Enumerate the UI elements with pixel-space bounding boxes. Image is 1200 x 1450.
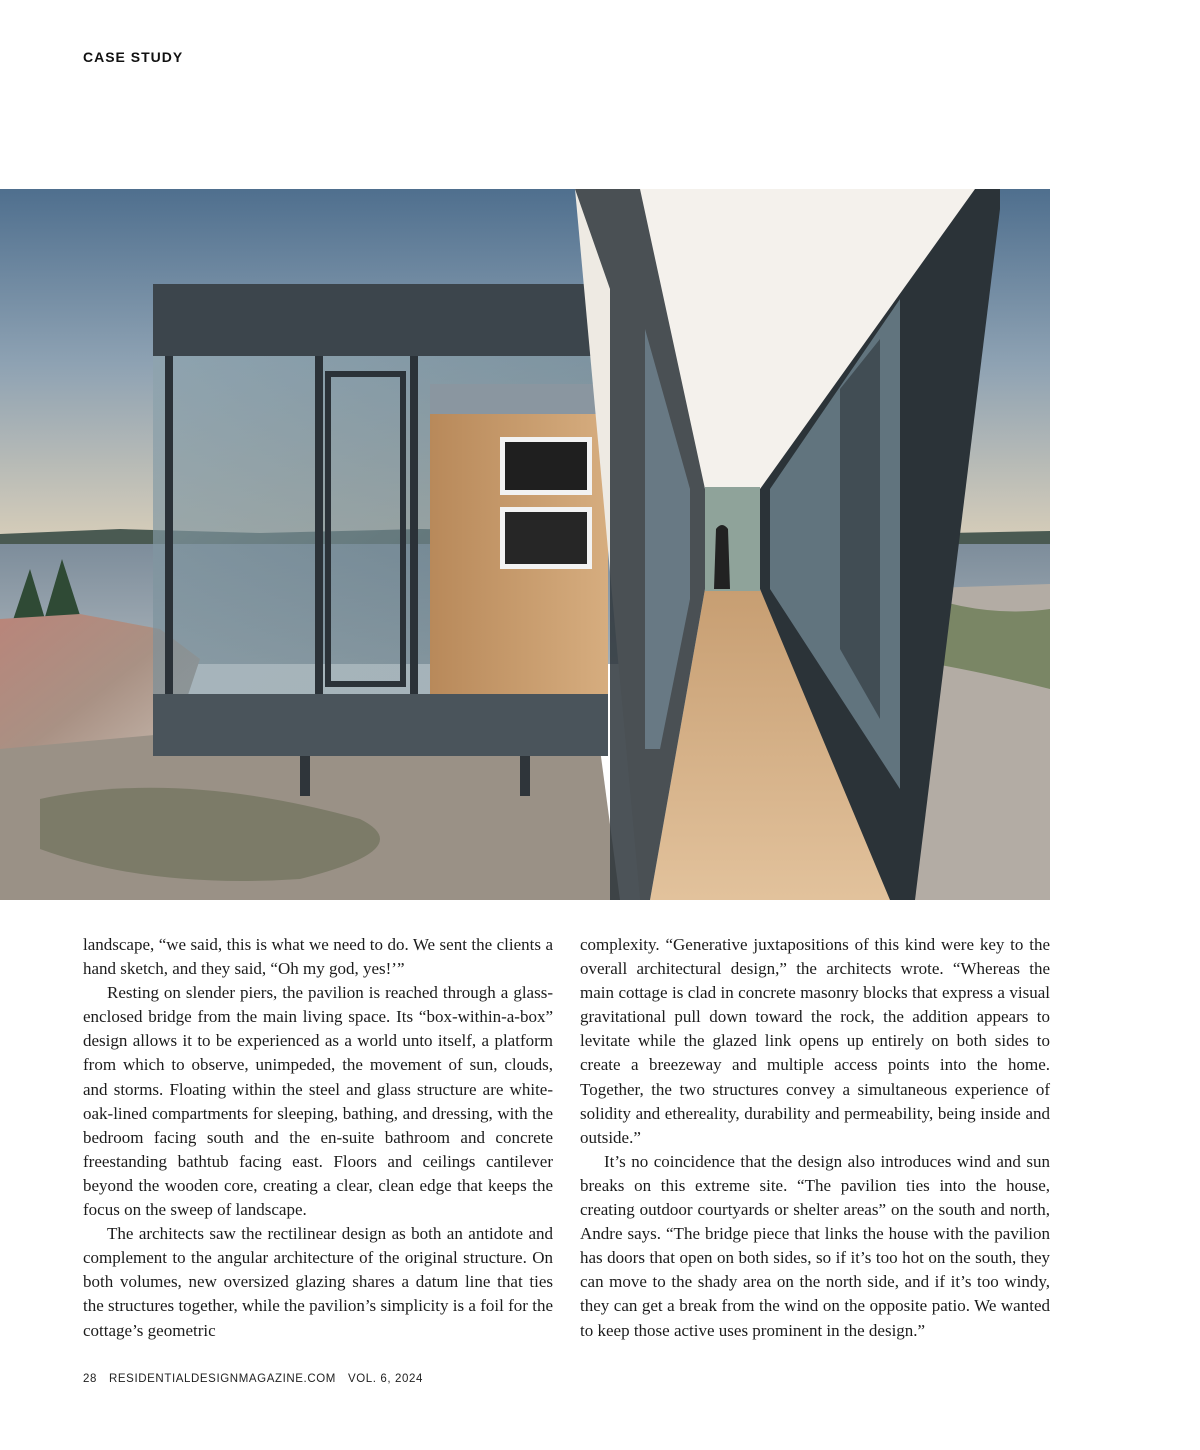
issue-label: VOL. 6, 2024 [347,1373,423,1385]
corridor-end-view [705,487,760,591]
pavilion-roof-fascia [153,284,608,356]
page-footer [83,1373,423,1385]
article-paragraph: It’s no coincidence that the design also introduces wind and sun breaks on this extreme site. “The pavilion ties into the house, creating outdoor courtyards or shelter areas” on the south and north, Andre says. “The bridge piece that links the house with the pavilion has doors that open on both sides, so if it’s too hot on the south, they can move to the shady area on the north side, and if it’s too windy, they can get a break from the wind on the opposite patio. We wanted to keep those active uses prominent in the design.” [580,1151,1050,1340]
article-paragraph: landscape, “we said, this is what we need to do. We sent the clients a hand sketch, and they said, “Oh my god, yes!’” [83,935,553,979]
article-column-right [580,933,1050,1343]
pavilion-base-fascia [153,694,608,756]
mullion [165,356,173,701]
mullion [410,356,418,701]
article-paragraph: complexity. “Generative juxtapositions of this kind were key to the overall architectural design,” the architects wrote. “Whereas the main cottage is clad in concrete masonry blocks that express a visual gravitational pull down toward the rock, the addition appears to levitate while the glazed link opens up entirely on both sides to create a breezeway and multiple access points into the home. Together, the two structures convey a simultaneous experience of solidity and ethereality, durability and permeability, being inside and outside.” [580,935,1050,1147]
magazine-website: RESIDENTIALDESIGNMAGAZINE.COM [109,1373,336,1385]
artwork-bottom [505,512,587,564]
pier [300,756,310,796]
section-label: CASE STUDY [83,49,184,65]
article-paragraph: The architects saw the rectilinear design as both an antidote and complement to the angular architecture of the original structure. On both volumes, new oversized glazing shares a datum line that ties the structures together, while the pavilion’s simplicity is a foil for the cottage’s geometric [83,1224,553,1340]
architecture-photo [0,189,1050,900]
artwork-top [505,442,587,490]
page-number: 28 [83,1373,97,1385]
person-silhouette [714,525,730,589]
roof-reflection [430,384,608,414]
pier [520,756,530,796]
mullion [315,356,323,701]
article-paragraph: Resting on slender piers, the pavilion is reached through a glass-enclosed bridge from the main living space. Its “box-within-a-box” design allows it to be experienced as a world unto itself, a platform from which to observe, unimpeded, the movement of sun, clouds, and storms. Floating within the steel and glass structure are white-oak-lined compartments for sleeping, bathing, and dressing, with the bedroom facing south and the en-suite bathroom and concrete freestanding bathtub facing east. Floors and ceilings cantilever beyond the wooden core, creating a clear, clean edge that keeps the focus on the sweep of landscape. [83,983,553,1220]
pavilion-photo-illustration [0,189,1050,900]
article-column-left [83,933,553,1343]
